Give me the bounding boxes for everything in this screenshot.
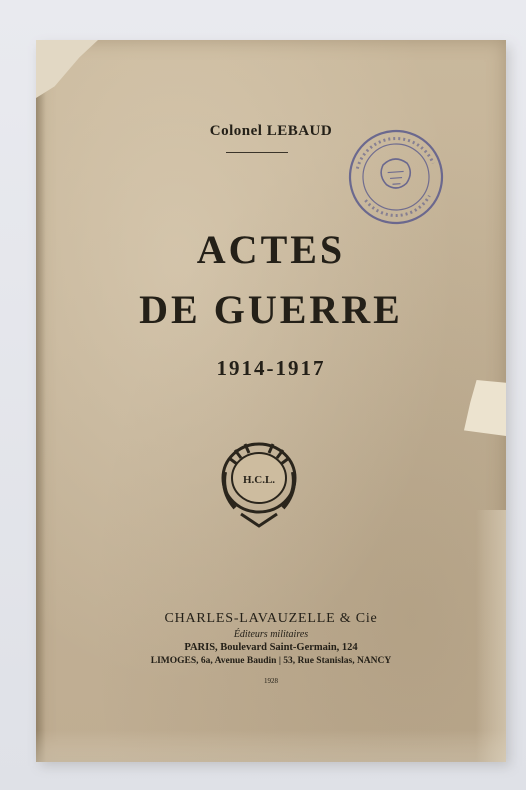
- publication-year: 1928: [264, 677, 278, 685]
- limoges-nancy-address: LIMOGES, 6a, Avenue Baudin | 53, Rue Stanislas, NANCY: [150, 656, 392, 666]
- publisher-name: CHARLES-LAVAUZELLE & Cie: [164, 611, 378, 626]
- title-line-1: ACTES: [196, 227, 346, 272]
- torn-edge: [464, 380, 506, 436]
- book-cover: [36, 40, 506, 762]
- paris-address: PARIS, Boulevard Saint-Germain, 124: [184, 642, 358, 653]
- spine-edge: [36, 40, 46, 762]
- torn-corner: [36, 40, 98, 98]
- emblem-label: H.C.L.: [242, 474, 276, 486]
- library-stamp-icon: [341, 122, 452, 231]
- title-line-2: DE GUERRE: [139, 287, 403, 332]
- years-range: 1914-1917: [216, 356, 326, 380]
- worn-bottom: [36, 730, 506, 762]
- author-rule: [226, 152, 288, 153]
- author-name: Colonel LEBAUD: [209, 123, 333, 139]
- publisher-role: Éditeurs militaires: [233, 629, 309, 640]
- publisher-emblem-icon: [219, 438, 299, 530]
